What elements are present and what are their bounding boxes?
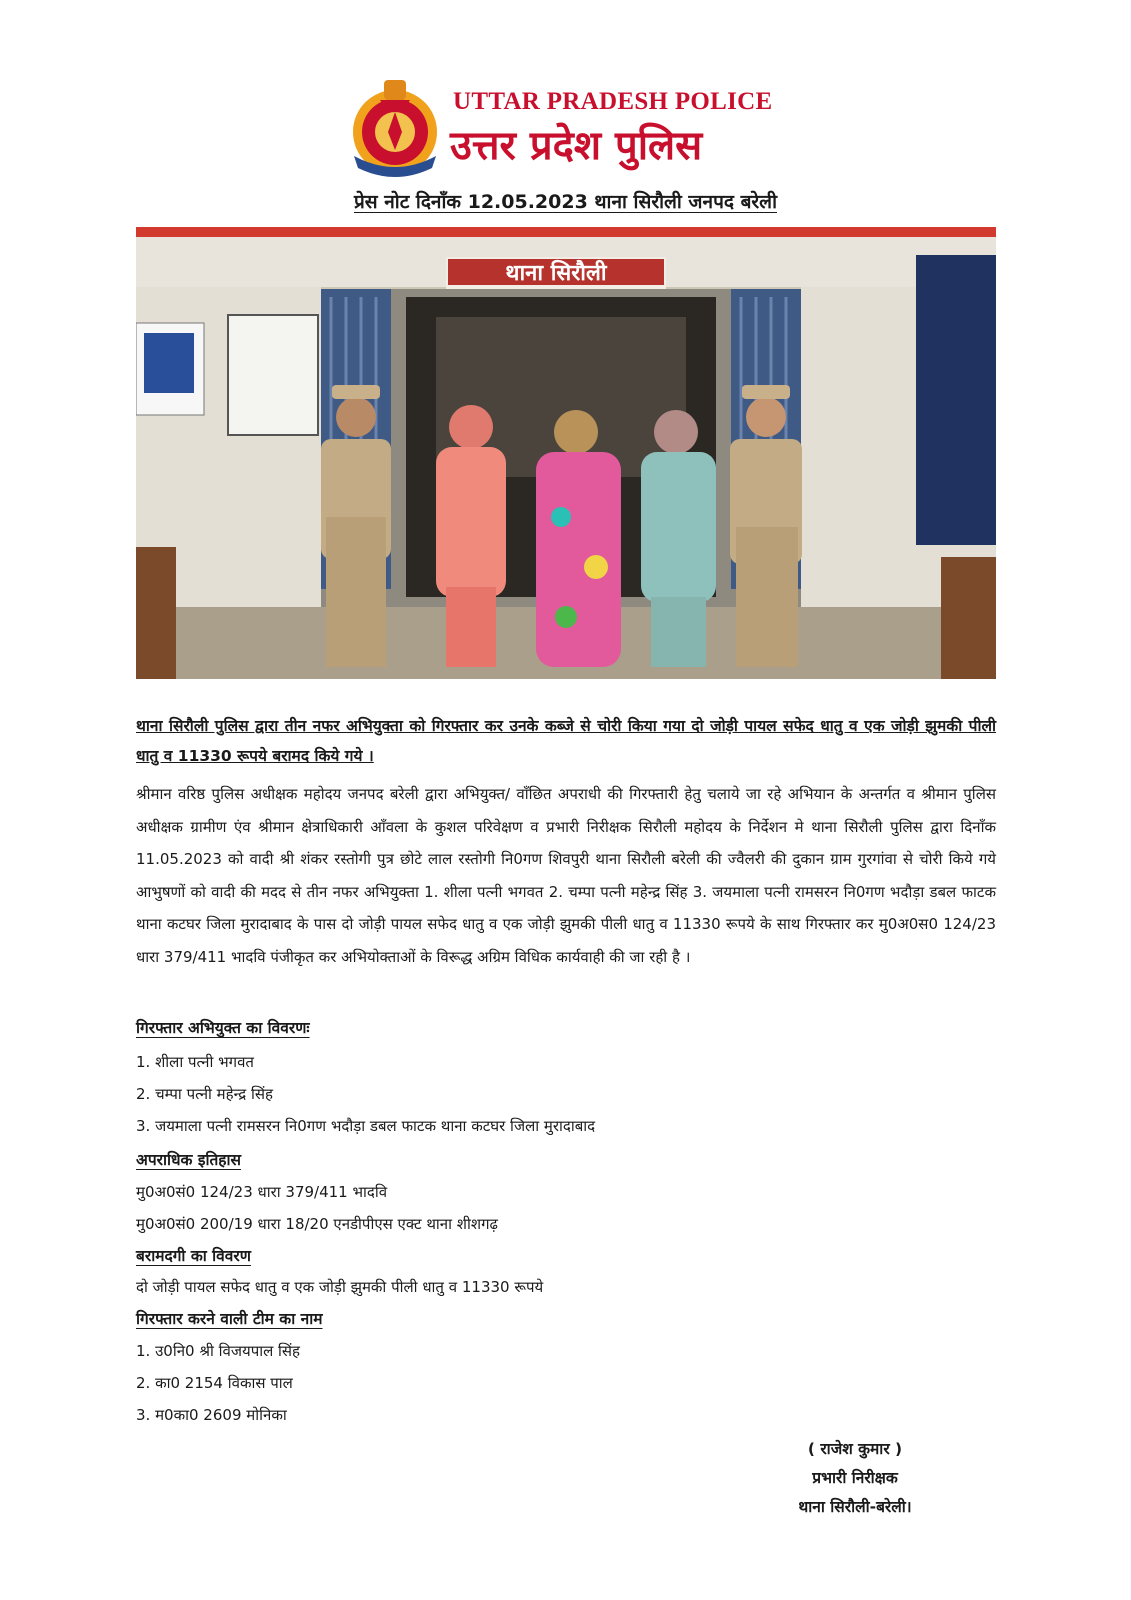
criminal-history-heading: अपराधिक इतिहास — [136, 1151, 242, 1169]
signatory-name: ( राजेश कुमार ) — [807, 1440, 903, 1458]
station-sign-text: थाना सिरौली — [505, 261, 607, 286]
arresting-team-heading: गिरफ्तार करने वाली टीम का नाम — [136, 1310, 323, 1328]
team-member: 2. का0 2154 विकास पाल — [136, 1374, 293, 1392]
recovery-heading: बरामदगी का विवरण — [136, 1247, 251, 1265]
arrested-accused-heading: गिरफ्तार अभियुक्त का विवरणः — [136, 1019, 310, 1037]
signatory-designation: प्रभारी निरीक्षक — [812, 1469, 898, 1487]
letterhead — [340, 70, 820, 180]
police-station-photo — [136, 227, 996, 679]
arrested-accused-item: 2. चम्पा पत्नी महेन्द्र सिंह — [136, 1085, 273, 1103]
criminal-history-item: मु0अ0सं0 124/23 धारा 379/411 भादवि — [136, 1183, 388, 1201]
recovery-item: दो जोड़ी पायल सफेद धातु व एक जोड़ी झुमकी पीली धातु व 11330 रूपये — [136, 1278, 544, 1296]
team-member: 1. उ0नि0 श्री विजयपाल सिंह — [136, 1342, 301, 1360]
press-note-title: प्रेस नोट दिनाँक 12.05.2023 थाना सिरौली जनपद बरेली — [353, 191, 777, 213]
arrested-accused-item: 1. शीला पत्नी भगवत — [136, 1053, 254, 1071]
arrested-accused-item: 3. जयमाला पत्नी रामसरन नि0गण भदौड़ा डबल फाटक थाना कटघर जिला मुरादाबाद — [136, 1117, 596, 1135]
news-headline: थाना सिरौली पुलिस द्वारा तीन नफर अभियुक्ता को गिरफ्तार कर उनके कब्जे से चोरी किया गया दो जोड़ी पायल सफेद धातु व एक जोड़ी झुमकी पीली धातु व 11330 रूपये बरामद किये गये । — [136, 717, 996, 765]
criminal-history-item: मु0अ0सं0 200/19 धारा 18/20 एनडीपीएस एक्ट थाना शीशगढ़ — [136, 1215, 498, 1233]
team-member: 3. म0का0 2609 मोनिका — [136, 1406, 287, 1424]
up-police-emblem-icon — [340, 70, 450, 180]
press-note-body: श्रीमान वरिष्ठ पुलिस अधीक्षक महोदय जनपद बरेली द्वारा अभियुक्त/ वाँछित अपराधी की गिरफ्तारी हेतु चलाये जा रहे अभियान के अन्तर्गत व श्रीमान पुलिस अधीक्षक ग्रामीण एंव श्रीमान क्षेत्राधिकारी आँवला के कुशल परिवेक्षण व प्रभारी निरीक्षक सिरौली महोदय के निर्देशन मे थाना सिरौली पुलिस द्वारा दिनाँक 11.05.2023 को वादी श्री शंकर रस्तोगी पुत्र छोटे लाल रस्तोगी नि0गण शिवपुरी थाना सिरौली बरेली की ज्वैलरी की दुकान ग्राम गुरगांवा से चोरी किये गये आभुषणों को वादी की मदद से तीन नफर अभियुक्ता 1. शीला पत्नी भगवत 2. चम्पा पत्नी महेन्द्र सिंह 3. जयमाला पत्नी रामसरन नि0गण भदौड़ा डबल फाटक थाना कटघर जिला मुरादाबाद के पास दो जोड़ी पायल सफेद धातु व एक जोड़ी झुमकी पीली धातु व 11330 रूपये के साथ गिरफ्तार कर मु0अ0स0 124/23 धारा 379/411 भादवि पंजीकृत कर अभियोक्ताओं के विरूद्ध अग्रिम विधिक कार्यवाही की जा रही है । — [136, 785, 996, 966]
org-name-english: UTTAR PRADESH POLICE — [453, 88, 773, 115]
org-name-hindi: उत्तर प्रदेश पुलिस — [450, 123, 703, 169]
signatory-station: थाना सिरौली-बरेली। — [798, 1498, 912, 1516]
